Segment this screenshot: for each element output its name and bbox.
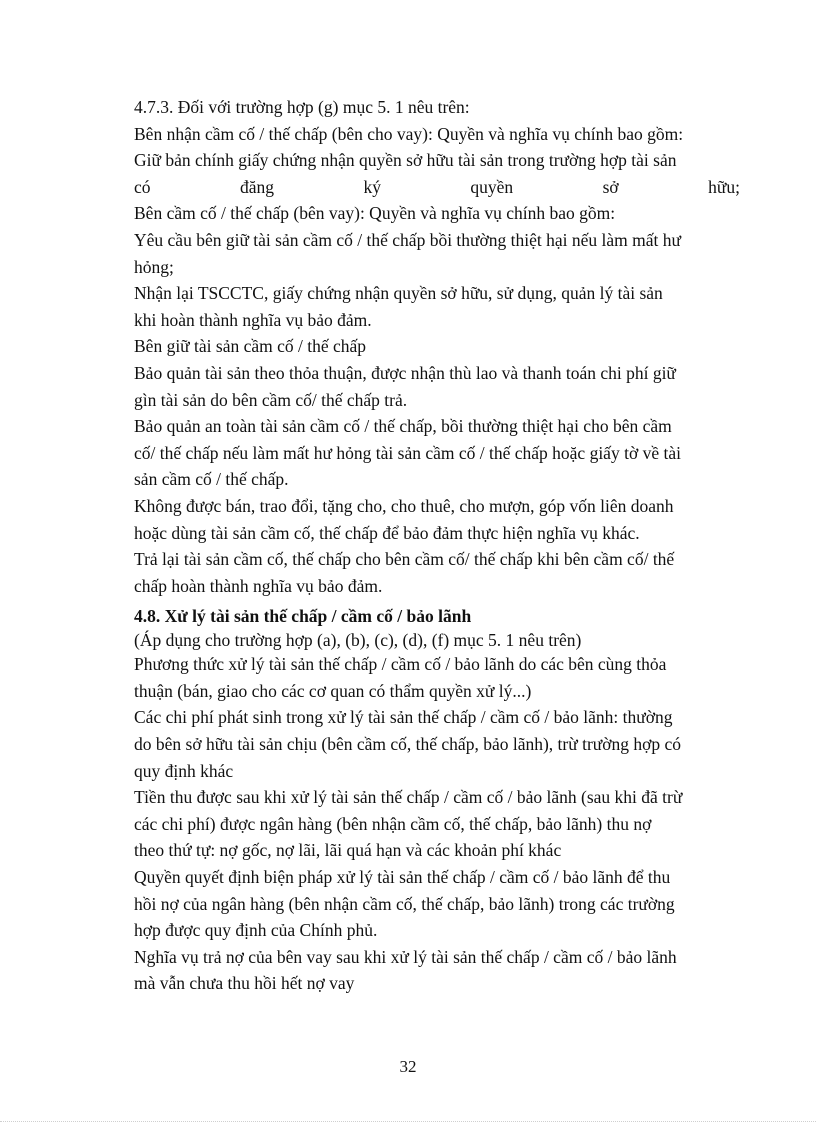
paragraph-line: do bên sở hữu tài sản chịu (bên cầm cố, thế chấp, bảo lãnh), trừ trường hợp có (134, 734, 682, 755)
paragraph-line: Bảo quản tài sản theo thỏa thuận, được nhận thù lao và thanh toán chi phí giữ (134, 362, 676, 383)
paragraph-line: sản cầm cố / thế chấp. (134, 469, 289, 490)
paragraph-line: Không được bán, trao đổi, tặng cho, cho thuê, cho mượn, góp vốn liên doanh (134, 495, 674, 516)
section-heading: 4.8. Xử lý tài sản thế chấp / cầm cố / bảo lãnh (134, 606, 472, 627)
paragraph-line: Yêu cầu bên giữ tài sản cầm cố / thế chấp bồi thường thiệt hại nếu làm mất hư (134, 229, 681, 250)
paragraph-line: cố/ thế chấp nếu làm mất hư hỏng tài sản cầm cố / thế chấp hoặc giấy tờ về tài (134, 442, 681, 463)
word: quyền (470, 176, 514, 197)
page-bottom-rule (0, 1121, 816, 1122)
word: có (134, 176, 151, 197)
paragraph-line: quy định khác (134, 760, 234, 781)
word: sở (602, 176, 619, 197)
paragraph-line: chấp hoàn thành nghĩa vụ bảo đảm. (134, 575, 383, 596)
paragraph-line: Bảo quản an toàn tài sản cầm cố / thế chấp, bồi thường thiệt hại cho bên cầm (134, 416, 672, 437)
paragraph-line: Quyền quyết định biện pháp xử lý tài sản thế chấp / cầm cố / bảo lãnh để thu (134, 867, 671, 888)
paragraph-line: khi hoàn thành nghĩa vụ bảo đảm. (134, 309, 372, 330)
paragraph-line: Giữ bản chính giấy chứng nhận quyền sở hữu tài sản trong trường hợp tài sản (134, 150, 677, 171)
paragraph-line: Tiền thu được sau khi xử lý tài sản thế chấp / cầm cố / bảo lãnh (sau khi đã trừ (134, 787, 683, 808)
paragraph-line: Bên cầm cố / thế chấp (bên vay): Quyền và nghĩa vụ chính bao gồm: (134, 203, 616, 224)
page-number: 32 (399, 1057, 417, 1076)
paragraph-line: Bên giữ tài sản cầm cố / thế chấp (134, 336, 367, 357)
paragraph-line: Trả lại tài sản cầm cố, thế chấp cho bên cầm cố/ thế chấp khi bên cầm cố/ thế (134, 549, 675, 570)
paragraph-line: Nhận lại TSCCTC, giấy chứng nhận quyền sở hữu, sử dụng, quản lý tài sản (134, 283, 663, 304)
word: ký (363, 176, 381, 197)
paragraph-line: theo thứ tự: nợ gốc, nợ lãi, lãi quá hạn và các khoản phí khác (134, 840, 562, 861)
paragraph-line: Nghĩa vụ trả nợ của bên vay sau khi xử lý tài sản thế chấp / cầm cố / bảo lãnh (134, 946, 677, 967)
section-title: 4.7.3. Đối với trường hợp (g) mục 5. 1 nêu trên: (134, 97, 470, 117)
justified-line (134, 174, 740, 201)
paragraph-line: hỏng; (134, 256, 174, 277)
paragraph-line: thuận (bán, giao cho các cơ quan có thẩm quyền xử lý...) (134, 680, 532, 701)
paragraph-line: Phương thức xử lý tài sản thế chấp / cầm cố / bảo lãnh do các bên cùng thỏa (134, 654, 667, 675)
word: hữu; (708, 176, 740, 197)
paragraph-line: Các chi phí phát sinh trong xử lý tài sản thế chấp / cầm cố / bảo lãnh: thường (134, 707, 673, 728)
section-subheading: (Áp dụng cho trường hợp (a), (b), (c), (d), (f) mục 5. 1 nêu trên) (134, 630, 582, 651)
paragraph-line: hoặc dùng tài sản cầm cố, thế chấp để bảo đảm thực hiện nghĩa vụ khác. (134, 522, 640, 543)
paragraph-line: hồi nợ của ngân hàng (bên nhận cầm cố, thế chấp, bảo lãnh) trong các trường (134, 893, 675, 914)
paragraph-line: hợp được quy định của Chính phủ. (134, 920, 378, 941)
paragraph-line: Bên nhận cầm cố / thế chấp (bên cho vay): Quyền và nghĩa vụ chính bao gồm: (134, 123, 684, 144)
document-page (134, 94, 740, 997)
paragraph-line: mà vẫn chưa thu hồi hết nợ vay (134, 973, 355, 994)
paragraph-line: gìn tài sản do bên cầm cố/ thế chấp trả. (134, 389, 408, 410)
word: đăng (239, 176, 274, 197)
paragraph-line: các chi phí) được ngân hàng (bên nhận cầm cố, thế chấp, bảo lãnh) thu nợ (134, 813, 652, 834)
